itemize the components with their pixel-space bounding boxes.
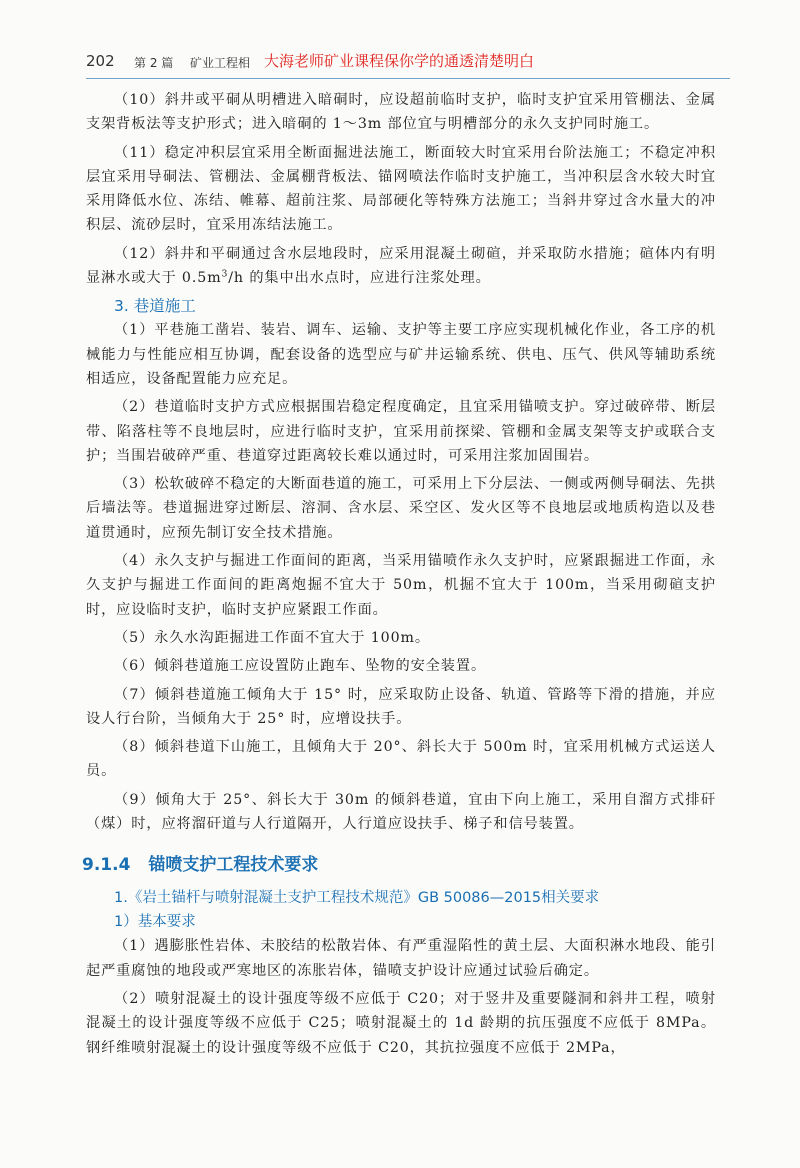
section-number: 9.1.4 xyxy=(82,855,131,876)
paragraph: （6）倾斜巷道施工应设置防止跑车、坠物的安全装置。 xyxy=(114,658,487,675)
para12-sup: 3 xyxy=(221,269,229,280)
paragraph: （9）倾角大于 25°、斜长大于 30m 的倾斜巷道，宜由下向上施工，采用自溜方式排矸（煤）时，应将溜矸道与人行道隔开，人行道应设扶手、梯子和信号装置。 xyxy=(86,791,716,833)
part-label: 第 2 篇 xyxy=(134,56,174,70)
chapter-label: 矿业工程相 xyxy=(190,56,251,70)
section-title: 锚喷支护工程技术要求 xyxy=(148,855,319,876)
standard-heading: 1.《岩土锚杆与喷射混凝土支护工程技术规范》GB 50086—2015相关要求 xyxy=(114,890,600,907)
header-rule xyxy=(86,78,730,79)
page-content xyxy=(82,88,716,1060)
subheading-tunnel-construction: 3. 巷道施工 xyxy=(114,297,196,316)
paragraph: （2）巷道临时支护方式应根据围岩稳定程度确定，且宜采用锚喷支护。穿过破碎带、断层带、陷落柱等不良地层时，应进行临时支护，宜采用前探梁、管棚和金属支架等支护或联合支护；当围岩破碎严重、巷道穿过距离较长难以通过时，可采用注浆加固围岩。 xyxy=(86,399,716,464)
para12-before: （12）斜井和平硐通过含水层地段时，应采用混凝土砌碹，并采取防水措施；碹体内有明显淋水或大于 0.5m xyxy=(86,245,716,287)
page-number: 202 xyxy=(86,52,115,70)
paragraph: （1）平巷施工凿岩、装岩、调车、运输、支护等主要工序应实现机械化作业，各工序的机械能力与性能应相互协调，配套设备的选型应与矿井运输系统、供电、压气、供风等辅助系统相适应，设备配置能力应充足。 xyxy=(86,322,716,387)
paragraph: （8）倾斜巷道下山施工，且倾角大于 20°、斜长大于 500m 时，宜采用机械方式运送人员。 xyxy=(86,739,716,780)
paragraph: （1）遇膨胀性岩体、未胶结的松散岩体、有严重湿陷性的黄土层、大面积淋水地段、能引起严重腐蚀的地段或严寒地区的冻胀岩体，锚喷支护设计应通过试验后确定。 xyxy=(86,938,716,979)
paragraph: （4）永久支护与掘进工作面间的距离，当采用锚喷作永久支护时，应紧跟掘进工作面，永久支护与掘进工作面间的距离炮掘不宜大于 50m，机掘不宜大于 100m，当采用砌碹支护时，应设临时支护，临时支护应紧跟工作面。 xyxy=(86,553,716,618)
paragraph xyxy=(86,242,716,291)
section-heading xyxy=(82,850,716,880)
watermark-text: 大海老师矿业课程保你学的通透清楚明白 xyxy=(264,52,535,70)
paragraph: （10）斜井或平硐从明槽进入暗硐时，应设超前临时支护，临时支护宜采用管棚法、金属支架背板法等支护形式；进入暗硐的 1～3m 部位宜与明槽部分的永久支护同时施工。 xyxy=(86,92,716,133)
basic-requirements-heading: 1）基本要求 xyxy=(114,914,196,931)
paragraph: （7）倾斜巷道施工倾角大于 15° 时，应采取防止设备、轨道、管路等下滑的措施，并应设人行台阶，当倾角大于 25° 时，应增设扶手。 xyxy=(86,686,716,727)
page-header xyxy=(86,50,726,80)
paragraph: （11）稳定冲积层宜采用全断面掘进法施工，断面较大时宜采用台阶法施工；不稳定冲积层宜采用导硐法、管棚法、金属棚背板法、锚网喷法作临时支护施工，当冲积层含水较大时宜采用降低水位、冻结、帷幕、超前注浆、局部硬化等特殊方法施工；当斜井穿过含水量大的冲积层、流砂层时，宜采用冻结法施工。 xyxy=(86,144,716,234)
paragraph: （5）永久水沟距掘进工作面不宜大于 100m。 xyxy=(114,629,430,646)
paragraph: （3）松软破碎不稳定的大断面巷道的施工，可采用上下分层法、一侧或两侧导硐法、先拱后墙法等。巷道掘进穿过断层、溶洞、含水层、采空区、发火区等不良地层或地质构造以及巷道贯通时，应预先制订安全技术措施。 xyxy=(86,476,716,541)
paragraph: （2）喷射混凝土的设计强度等级不应低于 C20；对于竖井及重要隧洞和斜井工程，喷射混凝土的设计强度等级不应低于 C25；喷射混凝土的 1d 龄期的抗压强度不应低于 8MPa。钢纤维喷射混凝土的设计强度等级不应低于 C20，其抗拉强度不应低于 2MPa， xyxy=(86,990,716,1056)
para12-after: /h 的集中出水点时，应进行注浆处理。 xyxy=(228,270,491,287)
